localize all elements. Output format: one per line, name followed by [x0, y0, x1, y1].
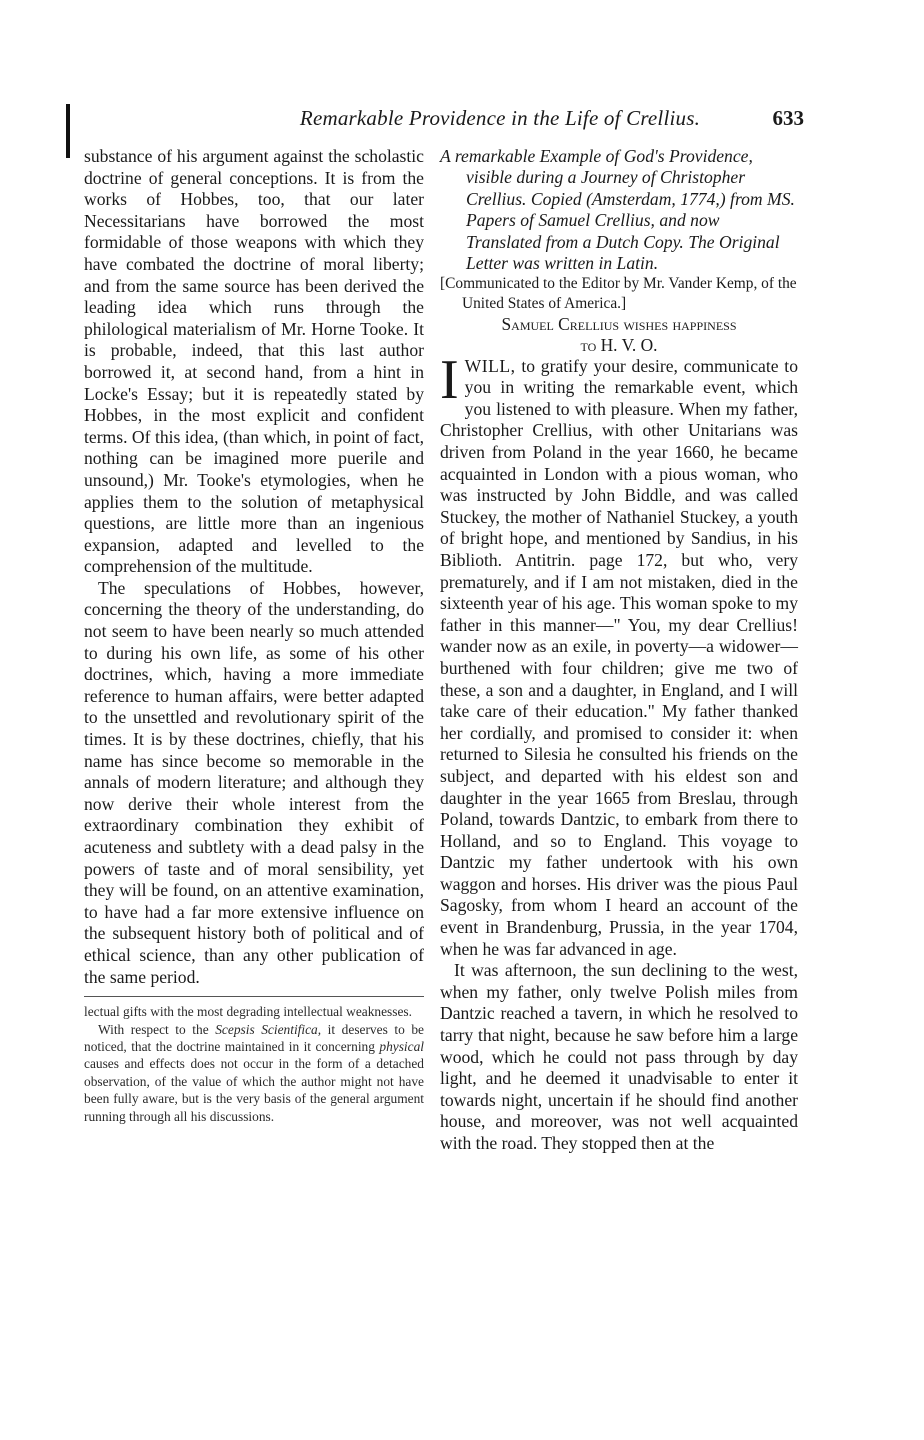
left-column [84, 146, 424, 1125]
running-title: Remarkable Providence in the Life of Crellius. [299, 106, 701, 130]
letter-body: to gratify your desire, communicate to you in writing the remarkable event, which you listened to with pleasure. When my father, Christopher Crellius, with other Unitarians was driven from Poland in the year 1660, he became acquainted in London with a pious woman, who was instructed by John Biddle, and was called Stuckey, the mother of Nathaniel Stuckey, a youth of bright hope, and mentioned by Sandius, in his Biblioth. Antitrin. page 172, but who, very prematurely, and if I am not mistaken, died in the sixteenth year of his age. This woman spoke to my father in this manner—" You, my dear Crellius! wander now as an exile, in poverty—a widower—burthened with four children; give me two of these, a son and a daughter, in England, and I will take care of their education." My father thanked her cordially, and promised to consider it: when returned to Silesia he consulted his friends on the subject, and departed with his eldest son and daughter in the year 1665 from Breslau, through Poland, towards Dantzic, to embark from there to Holland, and so to England. This voyage to Dantzic my father undertook with his own waggon and horses. His driver was the pious Paul Sagosky, from whom I heard an account of the event in Brandenburg, Prussia, in the year 1704, when he was far advanced in age. [440, 355, 798, 959]
letter-paragraph-1 [440, 348, 798, 961]
communication-text: [Communicated to the Editor by Mr. Vander Kemp, of the United States of America.] [440, 275, 797, 313]
article-title [440, 146, 798, 274]
drop-cap: I [440, 348, 459, 411]
left-paragraph-2: The speculations of Hobbes, however, concerning the theory of the understanding, do not seem to have been nearly so much attended to during his own life, as some of his other doctrines, which, having a more immediate reference to human affairs, were better adapted to the unsettled and revolutionary spirit of the times. It is by these doctrines, chiefly, that his name has since become so memorable in the annals of modern literature; and although they now derive their whole interest from the extraordinary combination they exhibit of acuteness and subtlety with a dead palsy in the powers of taste and of moral sensibility, yet they will be found, on an attentive examination, to have had a far more extensive influence on the subsequent history both of political and of ethical science, than any other publication of the same period. [84, 577, 424, 987]
footnote-text: With respect to the [98, 1021, 216, 1037]
salutation-line-2: to H. V. O. [580, 334, 658, 355]
article-title-text: A remarkable Example of God's Providence, visible during a Journey of Christopher Crellius. Copied (Amsterdam, 1774,) from MS. Papers of Samuel Crellius, and now Translated from a Dutch Copy. The Original Letter was written in Latin. [440, 146, 795, 274]
footnote-continuation: lectual gifts with the most degrading intellectual weaknesses. [84, 1004, 412, 1020]
page-number: 633 [772, 106, 804, 130]
salutation-line-1: Samuel Crellius wishes happiness [501, 313, 737, 334]
left-paragraph-1: substance of his argument against the scholastic doctrine of general conceptions. It is from the works of Hobbes, too, that our later Necessitarians have borrowed the most formidable of those weapons with which they have combated the doctrine of moral liberty; and from the same source has been derived the leading idea which runs through the philological materialism of Mr. Horne Tooke. It is probable, indeed, that this last author borrowed it, at second hand, from a hint in Locke's Essay; but it is repeatedly stated by Hobbes, in the most explicit and confident terms. Of this idea, (than which, in point of fact, nothing can be imagined more puerile and unsound,) Mr. Tooke's etymologies, when he applies them to the solution of metaphysical questions, are little more than an ingenious expansion, adapted and levelled to the comprehension of the multitude. [84, 146, 424, 577]
footnotes [84, 1003, 424, 1125]
footnote-book-title: Scepsis Scientifica, [215, 1021, 322, 1037]
letter-paragraph-2: It was afternoon, the sun declining to the west, when my father, only twelve Polish miles from Dantzic reached a tavern, in which he resolved to tarry that night, because he saw before him a large wood, which he could not pass through by day light, and he deemed it unadvisable to enter it towards night, uncertain if he should find another house, and moreover, was not well acquainted with the road. They stopped then at the [440, 960, 798, 1153]
footnote-rule [84, 996, 424, 997]
footnote-text: it deserves to be noticed, that the doctrine maintained in it concerning [84, 1021, 424, 1054]
letter-first-word: WILL, [464, 355, 516, 376]
footnote-emphasis: physical [379, 1038, 424, 1054]
footnote-text: causes and effects does not occur in the form of a detached observation, of the value of which the author might not have been fully aware, but is the very basis of the general argument running through all his discussions. [84, 1056, 424, 1124]
footnote-scepsis [84, 1021, 424, 1125]
communication-note [440, 274, 798, 313]
right-column [440, 146, 798, 1155]
margin-bar [66, 104, 70, 158]
